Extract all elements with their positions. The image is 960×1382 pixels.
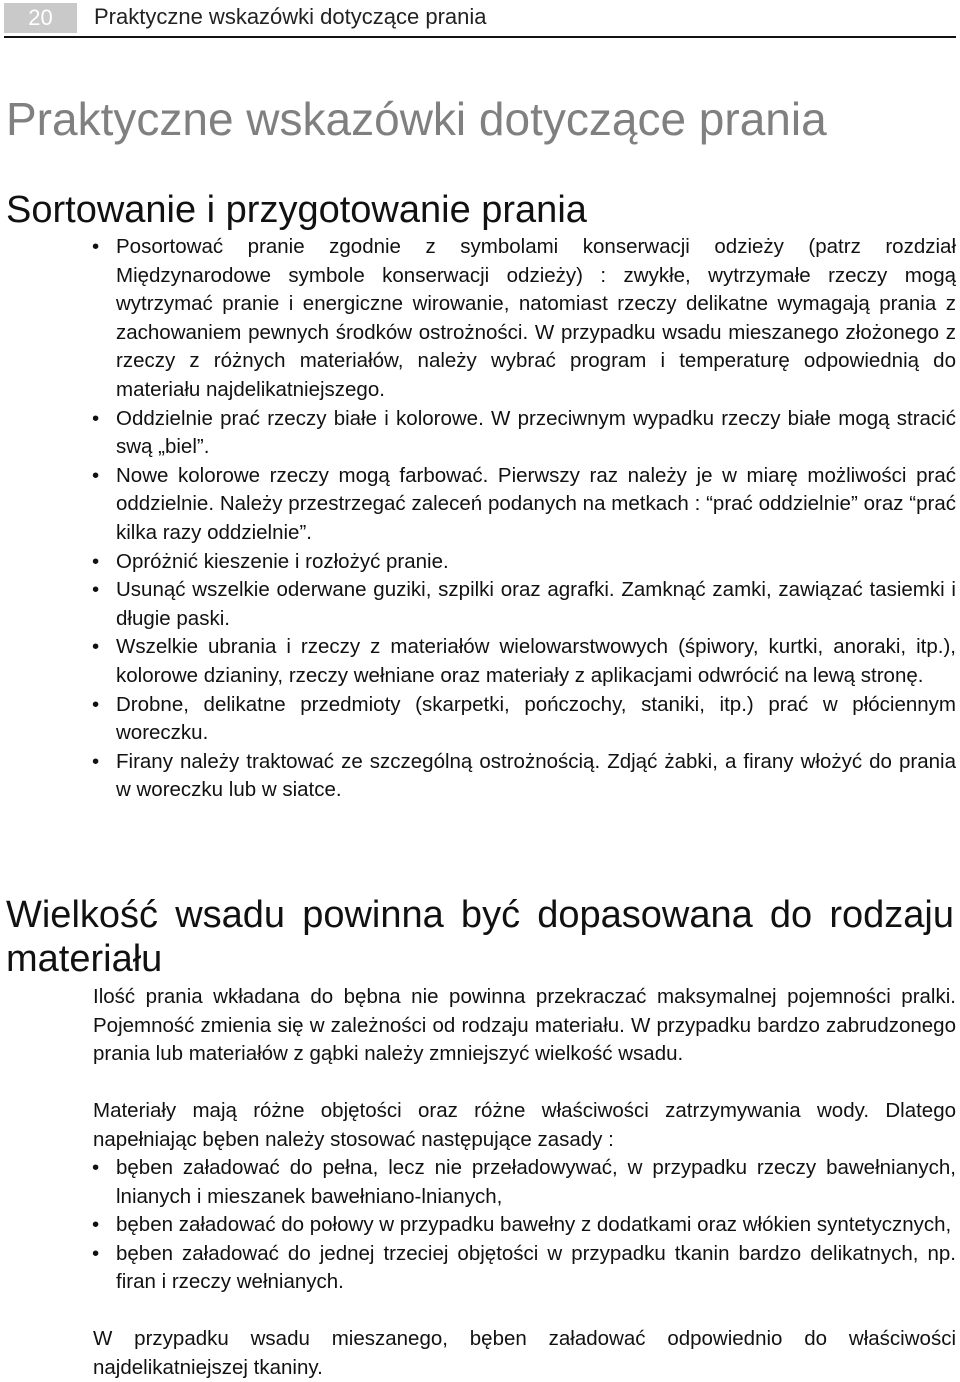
- list-item: • bęben załadować do pełna, lecz nie przeładowywać, w przypadku rzeczy bawełnianych, lnianych i mieszanek bawełniano-lnianych,: [116, 1154, 956, 1211]
- list-item: • Drobne, delikatne przedmioty (skarpetki, pończochy, staniki, itp.) prać w płóciennym woreczku.: [116, 691, 956, 748]
- page-header: [4, 0, 956, 38]
- list-item: • bęben załadować do jednej trzeciej objętości w przypadku tkanin bardzo delikatnych, np. firan i rzeczy wełnianych.: [116, 1240, 956, 1297]
- list-item: • Posortować pranie zgodnie z symbolami konserwacji odzieży (patrz rozdział Międzynarodowe symbole konserwacji odzieży) : zwykłe, wytrzymałe rzeczy mogą wytrzymać pranie i energiczne wirowanie, natomiast rzeczy delikatne wymagają prania z zachowaniem pewnych środków ostrożności. W przypadku wsadu mieszanego złożonego z rzeczy z różnych materiałów, należy wybrać program i temperaturę odpowiednią do materiału najdelikatniejszego.: [116, 233, 956, 405]
- list-item: • Opróżnić kieszenie i rozłożyć pranie.: [116, 548, 956, 577]
- section-heading-sorting: Sortowanie i przygotowanie prania: [6, 189, 587, 231]
- running-title: Praktyczne wskazówki dotyczące prania: [94, 4, 487, 29]
- list-item: • Oddzielnie prać rzeczy białe i kolorowe. W przeciwnym wypadku rzeczy białe mogą stracić swą „biel”.: [116, 405, 956, 462]
- load-rules-list: [116, 1154, 956, 1297]
- list-item: • bęben załadować do połowy w przypadku bawełny z dodatkami oraz włókien syntetycznych,: [116, 1211, 956, 1240]
- page-number: 20: [4, 3, 77, 33]
- page-title: Praktyczne wskazówki dotyczące prania: [6, 93, 827, 145]
- list-item: • Firany należy traktować ze szczególną ostrożnością. Zdjąć żabki, a firany włożyć do prania w woreczku lub w siatce.: [116, 748, 956, 805]
- paragraph-materials: Materiały mają różne objętości oraz różne właściwości zatrzymywania wody. Dlatego napełniając bęben należy stosować następujące zasady :: [93, 1099, 956, 1151]
- list-item: • Usunąć wszelkie oderwane guziki, szpilki oraz agrafki. Zamknąć zamki, zawiązać tasiemki i długie paski.: [116, 576, 956, 633]
- paragraph-capacity: Ilość prania wkładana do bębna nie powinna przekraczać maksymalnej pojemności pralki. Pojemność zmienia się w zależności od rodzaju materiału. W przypadku bardzo zabrudzonego prania lub materiałów z gąbki należy zmniejszyć wielkość wsadu.: [93, 985, 956, 1066]
- sorting-list: [116, 233, 956, 805]
- section-heading-load-size: Wielkość wsadu powinna być dopasowana do rodzaju materiału: [6, 894, 954, 980]
- list-item: • Nowe kolorowe rzeczy mogą farbować. Pierwszy raz należy je w miarę możliwości prać oddzielnie. Należy przestrzegać zaleceń podanych na metkach : “prać oddzielnie” oraz “prać kilka razy oddzielnie”.: [116, 462, 956, 548]
- list-item: • Wszelkie ubrania i rzeczy z materiałów wielowarstwowych (śpiwory, kurtki, anoraki, itp.), kolorowe dzianiny, rzeczy wełniane oraz materiały z aplikacjami odwrócić na lewą stronę.: [116, 633, 956, 690]
- paragraph-mixed-load: W przypadku wsadu mieszanego, bęben załadować odpowiednio do właściwości najdelikatniejszej tkaniny.: [93, 1327, 956, 1379]
